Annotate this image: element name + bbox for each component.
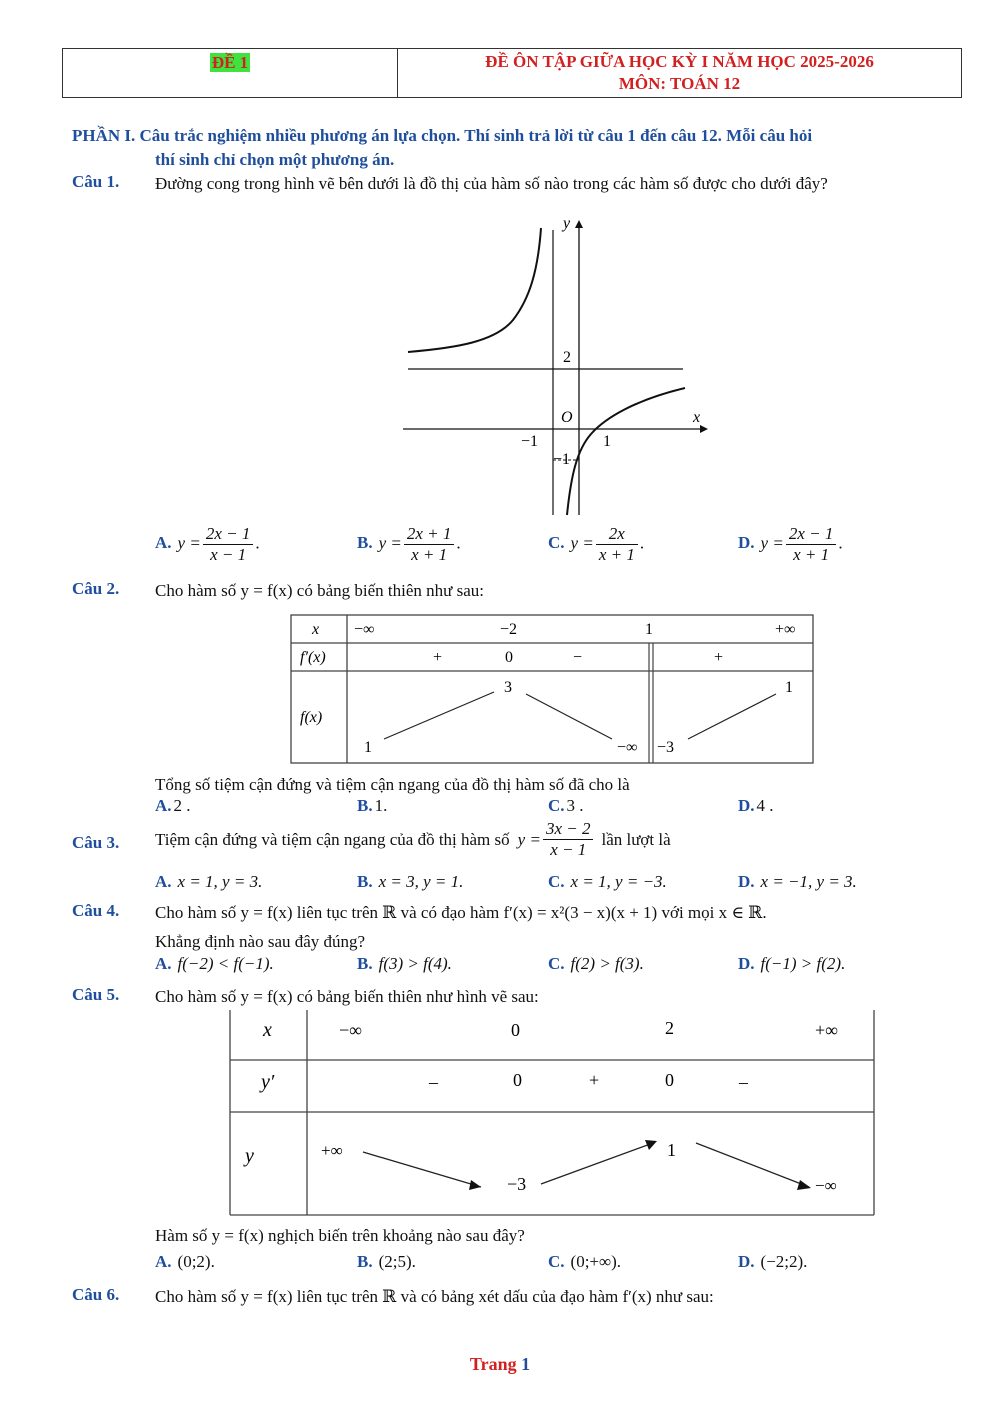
table-f-label: f(x) [300,709,323,726]
q1-graph [395,210,715,520]
x-val-minus2: −2 [500,621,518,638]
q2-label: Câu 2. [72,579,120,598]
part1-heading-line1: PHẦN I. Câu trắc nghiệm nhiều phương án lựa chọn. Thí sinh trả lời từ câu 1 đến câu 12. Mỗi câu hỏi [72,126,813,145]
q5-option-a[interactable]: A. (0;2). [155,1252,215,1271]
q5-variation-table [229,1010,879,1218]
t5-y-pos-inf: +∞ [321,1141,343,1160]
q5-text: Cho hàm số y = f(x) có bảng biến thiên như hình vẽ sau: [155,987,539,1006]
q5-label: Câu 5. [72,985,120,1004]
t5-arrow-down-1 [363,1152,481,1187]
t5-x-2: 2 [665,1018,674,1038]
f-val-1-right: 1 [785,679,793,696]
q3-label: Câu 3. [72,833,120,852]
t5-y-minus3: −3 [507,1174,527,1194]
q1-label: Câu 1. [72,172,120,191]
y-axis-arrow [575,220,583,228]
sign-plus-2: + [714,649,724,666]
t5-yp-label: y′ [261,1071,275,1093]
t5-sign-minus: – [739,1072,748,1092]
q1-text: Đường cong trong hình vẽ bên dưới là đồ thị của hàm số nào trong các hàm số được cho dưới đây? [155,174,828,193]
q2-option-b[interactable]: B. 1. [357,796,388,815]
q2-text: Cho hàm số y = f(x) có bảng biến thiên như sau: [155,581,484,600]
t5-y-neg-inf: −∞ [815,1176,837,1195]
tick-label-2: 2 [563,349,571,366]
f-val-3: 3 [504,679,512,696]
arrow-up-2 [688,694,776,739]
x-val-pos-inf: +∞ [775,621,796,638]
page-footer: Trang 1 [469,1354,531,1374]
q4-option-c[interactable]: C. f(2) > f(3). [548,954,644,973]
t5-sign-zero-1: 0 [513,1070,522,1090]
header-left-cell [63,49,398,97]
q4-option-d[interactable]: D. f(−1) > f(2). [738,954,846,973]
tick-label-1-x: 1 [603,433,611,450]
tick-label-minus1-y: −1 [553,451,571,468]
sign-plus-1: + [433,649,443,666]
arrow-down-1 [526,694,612,739]
t5-x-label: x [263,1019,272,1041]
q1-option-c[interactable]: C. y = $\frac{2x}{x + 1}$ . [548,524,645,564]
exam-code-badge: ĐỀ 1 [211,53,249,72]
t5-sign-zero-2: 0 [665,1070,674,1090]
table-fp-label: f′(x) [300,649,326,666]
x-axis-arrow [700,425,708,433]
q3-option-d[interactable]: D. x = −1, y = 3. [738,872,857,891]
exam-title: ĐỀ ÔN TẬP GIỮA HỌC KỲ I NĂM HỌC 2025-2026 [485,52,874,71]
f-val-minus3: −3 [657,739,675,756]
origin-label: O [561,409,573,426]
t5-x-neg-inf: −∞ [339,1020,362,1040]
tick-label-minus1-x: −1 [521,433,539,450]
t5-sign-plus: + [589,1070,600,1090]
x-val-neg-inf: −∞ [354,621,375,638]
q5-question: Hàm số y = f(x) nghịch biến trên khoảng nào sau đây? [155,1226,525,1245]
q4-option-b[interactable]: B. f(3) > f(4). [357,954,452,973]
t5-y-label: y [245,1145,254,1167]
q5-option-c[interactable]: C. (0;+∞). [548,1252,622,1271]
q5-option-d[interactable]: D. (−2;2). [738,1252,808,1271]
t5-x-0: 0 [511,1020,520,1040]
q3-option-c[interactable]: C. x = 1, y = −3. [548,872,667,891]
f-val-neg-inf: −∞ [617,739,638,756]
q2-option-d[interactable]: D. 4 . [738,796,774,815]
q1-option-d[interactable]: D. y = $\frac{2x - 1}{x + 1}$ . [738,524,843,564]
header-right-cell [398,49,961,97]
t5-sign-1: – [429,1072,438,1092]
t5-x-pos-inf: +∞ [815,1020,838,1040]
part1-heading [72,124,956,172]
q4-text: Cho hàm số y = f(x) liên tục trên ℝ và có đạo hàm f′(x) = x²(3 − x)(x + 1) với mọi x ∈ ℝ. [155,903,767,922]
sign-zero: 0 [505,649,513,666]
t5-arrow-up [541,1143,653,1184]
f-val-1-left: 1 [364,739,372,756]
x-val-1: 1 [645,621,653,638]
exam-subject: MÔN: TOÁN 12 [618,74,741,93]
q2-option-a[interactable]: A. 2 . [155,796,191,815]
q1-option-a[interactable]: A. y = $\frac{2x - 1}{x - 1}$ . [155,524,260,564]
q3-option-b[interactable]: B. x = 3, y = 1. [357,872,464,891]
q4-text2: Khẳng định nào sau đây đúng? [155,932,366,951]
sign-minus: − [573,649,583,666]
q3-text: Tiệm cận đứng và tiệm cận ngang của đồ thị hàm số y = $\frac{3x - 2}{x - 1}$ lần lượt là [155,819,671,859]
part1-heading-line2: thí sinh chỉ chọn một phương án. [155,150,395,169]
q6-text: Cho hàm số y = f(x) liên tục trên ℝ và có bảng xét dấu của đạo hàm f′(x) như sau: [155,1287,714,1306]
q4-option-a[interactable]: A. f(−2) < f(−1). [155,954,274,973]
q2-option-c[interactable]: C. 3 . [548,796,584,815]
table-x-label: x [312,621,320,638]
t5-arrow-down-2 [696,1143,809,1187]
q2-question: Tổng số tiệm cận đứng và tiệm cận ngang của đồ thị hàm số đã cho là [155,775,630,794]
q3-option-a[interactable]: A. x = 1, y = 3. [155,872,263,891]
header-table [62,48,962,98]
curve-right-branch [567,388,685,515]
q4-label: Câu 4. [72,901,120,920]
q6-label: Câu 6. [72,1285,120,1304]
arrow-up-1 [384,692,494,739]
curve-left-branch [408,228,541,352]
q1-option-b[interactable]: B. y = $\frac{2x + 1}{x + 1}$ . [357,524,461,564]
y-axis-label: y [563,215,571,232]
t5-y-1: 1 [667,1140,676,1160]
q5-option-b[interactable]: B. (2;5). [357,1252,416,1271]
q2-variation-table [290,614,816,766]
x-axis-label: x [693,409,701,426]
